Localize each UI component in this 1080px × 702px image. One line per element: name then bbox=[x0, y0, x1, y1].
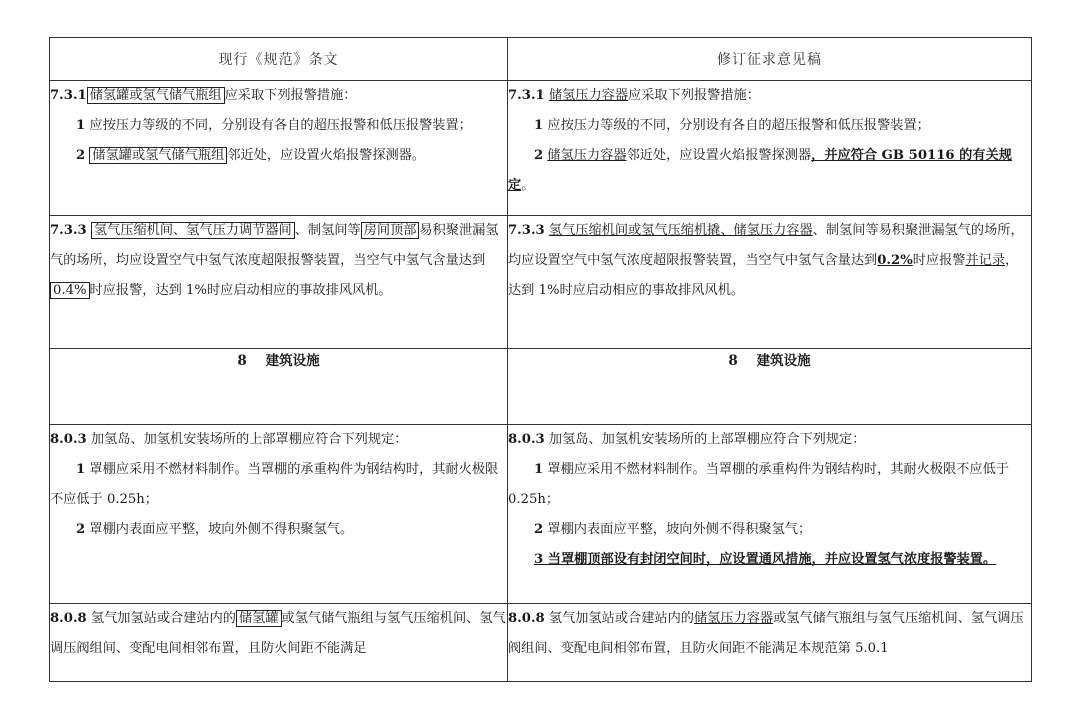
clause-number: 7.3.3 bbox=[508, 223, 545, 238]
clause-text: 加氢岛、加氢机安装场所的上部罩棚应符合下列规定： bbox=[548, 432, 866, 447]
underlined-text: 氢气压缩机间或氢气压缩机撬、储氢压力容器 bbox=[548, 223, 813, 238]
boxed-text: 氢气压缩机间、氢气压力调节器间 bbox=[91, 222, 295, 239]
table-row bbox=[50, 604, 1032, 682]
header-revision-draft: 修订征求意见稿 bbox=[508, 38, 1032, 81]
table-row bbox=[50, 349, 1032, 425]
clause-7-3-3-current bbox=[50, 216, 508, 349]
item-text: 罩棚内表面应平整，坡向外侧不得积聚氢气； bbox=[547, 522, 812, 537]
item-text: 应按压力等级的不同，分别设有各自的超压报警和低压报警装置； bbox=[547, 118, 930, 133]
underlined-text: 并记录 bbox=[965, 253, 1006, 268]
section-8-heading-revised bbox=[508, 349, 1032, 425]
item-number: 1 bbox=[534, 462, 544, 477]
clause-text: 时应报警 bbox=[912, 253, 966, 268]
item-number: 1 bbox=[534, 118, 544, 133]
boxed-text: 储氢罐或氢气储气瓶组 bbox=[87, 87, 225, 104]
item-text: 邻近处，应设置火焰报警探测器 bbox=[626, 148, 812, 163]
boxed-text: 储氢罐或氢气储气瓶组 bbox=[89, 147, 227, 164]
clause-number: 7.3.1 bbox=[50, 88, 87, 103]
section-number: 8 bbox=[728, 353, 738, 369]
item-text: 罩棚应采用不燃材料制作。当罩棚的承重构件为钢结构时，其耐火极限不应低于 0.25h； bbox=[50, 462, 499, 507]
underlined-text: 0.2% bbox=[877, 253, 913, 268]
clause-number: 7.3.1 bbox=[508, 88, 545, 103]
clause-number: 8.0.8 bbox=[50, 611, 87, 626]
item-text: 应按压力等级的不同，分别设有各自的超压报警和低压报警装置； bbox=[89, 118, 472, 133]
item-number: 2 bbox=[534, 148, 544, 163]
item-number: 1 bbox=[76, 462, 86, 477]
clause-number: 8.0.8 bbox=[508, 611, 545, 626]
clause-text: 易积聚泄漏氢气的场所，均应设置空气中氢气浓度超限报警装置，当空气中氢气含量达到 bbox=[50, 223, 499, 268]
clause-text: 氢气加氢站或合建站内的 bbox=[90, 611, 236, 626]
underlined-text: ，并应符合 GB 50116 的有关规定 bbox=[508, 148, 1012, 193]
clause-8-0-8-current bbox=[50, 604, 508, 682]
section-number: 8 bbox=[237, 353, 247, 369]
clause-text: ，达到 1%时应启动相应的事故排风风机。 bbox=[508, 253, 1019, 298]
underlined-text: 储氢压力容器 bbox=[548, 88, 629, 103]
clause-8-0-3-current bbox=[50, 425, 508, 604]
underlined-text: 储氢压力容器 bbox=[693, 611, 774, 626]
section-8-heading-current bbox=[50, 349, 508, 425]
table-row bbox=[50, 425, 1032, 604]
boxed-text: 储氢罐 bbox=[236, 610, 282, 627]
clause-7-3-1-current bbox=[50, 81, 508, 216]
clause-text: 加氢岛、加氢机安装场所的上部罩棚应符合下列规定： bbox=[90, 432, 408, 447]
item-text: 罩棚内表面应平整，坡向外侧不得积聚氢气。 bbox=[89, 522, 354, 537]
clause-text: 或氢气储气瓶组与氢气压缩机间、氢气调压阀组间、变配电间相邻布置，且防火间距不能满足 bbox=[50, 611, 506, 656]
item-text: 邻近处，应设置火焰报警探测器。 bbox=[227, 148, 426, 163]
clause-number: 8.0.3 bbox=[508, 432, 545, 447]
item-text: 。 bbox=[521, 178, 535, 193]
item-number: 1 bbox=[76, 118, 86, 133]
underlined-text: 储氢压力容器 bbox=[547, 148, 627, 163]
section-title: 建筑设施 bbox=[265, 353, 320, 369]
boxed-text: 房间顶部 bbox=[361, 222, 420, 239]
clause-text: 应采取下列报警措施： bbox=[224, 88, 357, 103]
underlined-text: 3 当罩棚顶部设有封闭空间时，应设置通风措施，并应设置氢气浓度报警装置。 bbox=[534, 552, 997, 567]
clause-text: 或氢气储气瓶组与氢气压缩机间、氢气调压阀组间、变配电间相邻布置，且防火间距不能满足本规范第 5.0.1 bbox=[508, 611, 1024, 656]
section-title: 建筑设施 bbox=[756, 353, 811, 369]
clause-number: 8.0.3 bbox=[50, 432, 87, 447]
clause-text: 、制氢间等易积聚泄漏氢气的场所，均应设置空气中氢气浓度超限报警装置，当空气中氢气含量达到 bbox=[508, 223, 1024, 268]
clause-7-3-1-revised bbox=[508, 81, 1032, 216]
table-row bbox=[50, 81, 1032, 216]
item-number: 2 bbox=[534, 522, 544, 537]
clause-8-0-3-revised bbox=[508, 425, 1032, 604]
clause-number: 7.3.3 bbox=[50, 223, 87, 238]
clause-text: 、制氢间等 bbox=[294, 223, 361, 238]
clause-7-3-3-revised bbox=[508, 216, 1032, 349]
comparison-table bbox=[49, 37, 1032, 682]
clause-text: 应采取下列报警措施： bbox=[628, 88, 760, 103]
header-row bbox=[50, 38, 1032, 81]
clause-text: 氢气加氢站或合建站内的 bbox=[548, 611, 694, 626]
clause-8-0-8-revised bbox=[508, 604, 1032, 682]
item-text: 罩棚应采用不燃材料制作。当罩棚的承重构件为钢结构时，其耐火极限不应低于 0.25h； bbox=[508, 462, 1009, 507]
table-row bbox=[50, 216, 1032, 349]
clause-text: 时应报警，达到 1%时应启动相应的事故排风风机。 bbox=[89, 283, 392, 298]
item-number: 2 bbox=[76, 522, 86, 537]
boxed-text: 0.4% bbox=[50, 282, 90, 299]
item-number: 2 bbox=[76, 148, 86, 163]
header-current-clause: 现行《规范》条文 bbox=[50, 38, 508, 81]
